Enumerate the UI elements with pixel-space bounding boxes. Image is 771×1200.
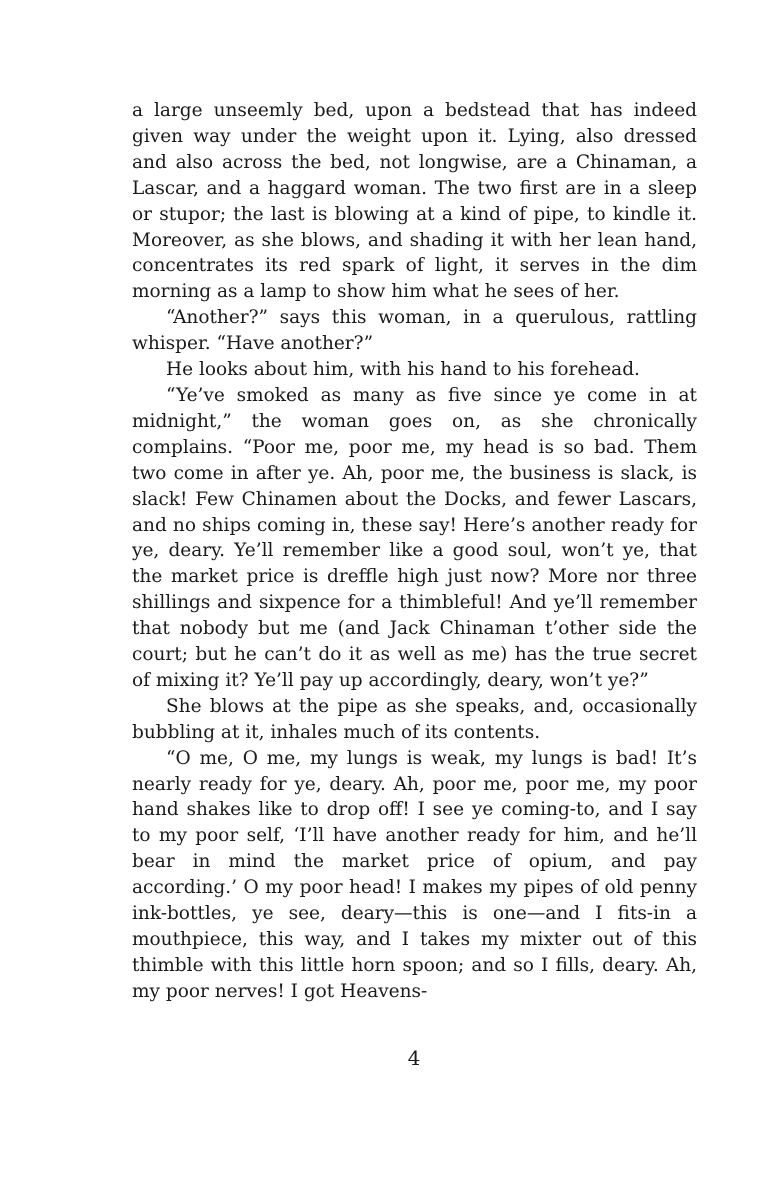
paragraph-5: She blows at the pipe as she speaks, and, occasionally bubbling at it, inhales much of its contents. bbox=[132, 695, 697, 743]
page-number: 4 bbox=[407, 1046, 421, 1070]
paragraph-1: a large unseemly bed, upon a bedstead that has indeed given way under the weight upon it. Lying, also dressed and also across the bed, not longwise, are a Chinaman, a Lascar, and a haggard woman. The two first are in a sleep or stupor; the last is blowing at a kind of pipe, to kindle it. Moreover, as she blows, and shading it with her lean hand, concentrates its red spark of light, it serves in the dim morning as a lamp to show him what he sees of her. bbox=[132, 100, 697, 303]
paragraph-3: He looks about him, with his hand to his forehead. bbox=[166, 359, 640, 381]
paragraph-4: “Ye’ve smoked as many as five since ye come in at midnight,” the woman goes on, as she chronically complains. “Poor me, poor me, my head is so bad. Them two come in after ye. Ah, poor me, the business is slack, is slack! Few Chinamen about the Docks, and fewer Lascars, and no ships coming in, these say! Here’s another ready for ye, deary. Ye’ll remember like a good soul, won’t ye, that the market price is dreffle high just now? More nor three shillings and sixpence for a thimbleful! And ye’ll remember that nobody but me (and Jack Chinaman t’other side the court; but he can’t do it as well as me) has the true secret of mixing it? Ye’ll pay up accordingly, deary, won’t ye?” bbox=[132, 384, 697, 691]
paragraph-6: “O me, O me, my lungs is weak, my lungs is bad! It’s nearly ready for ye, deary. Ah, poor me, poor me, my poor hand shakes like to drop off! I see ye coming-to, and I say to my poor self, ‘I’ll have another ready for him, and he’ll bear in mind the market price of opium, and pay according.’ O my poor head! I makes my pipes of old penny ink-bottles, ye see, deary—this is one—and I fits-in a mouthpiece, this way, and I takes my mixter out of this thimble with this little horn spoon; and so I fills, deary. Ah, my poor nerves! I got Heavens- bbox=[132, 747, 697, 1002]
paragraph-2: “Another?” says this woman, in a querulous, rattling whisper. “Have another?” bbox=[132, 307, 697, 355]
body-text bbox=[132, 98, 697, 1005]
